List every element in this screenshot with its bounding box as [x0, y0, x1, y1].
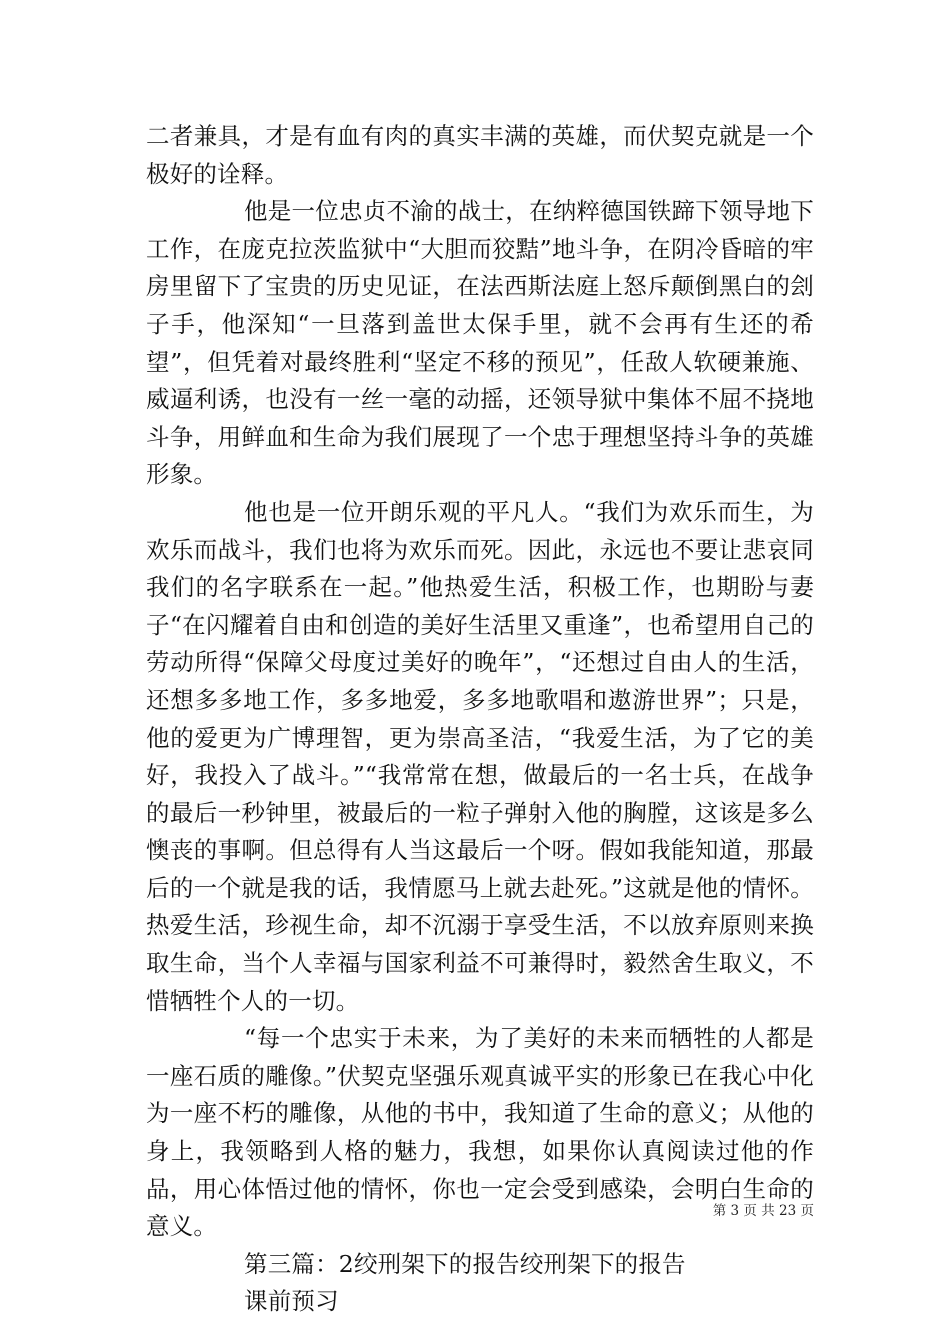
section-heading: 第三篇：2绞刑架下的报告绞刑架下的报告 — [244, 1249, 686, 1278]
paragraph-statue: “每一个忠实于未来，为了美好的未来而牺牲的人都是一座石质的雕像。”伏契克坚强乐观真诚平实的形象已在我心中化为一座不朽的雕像，从他的书中，我知道了生命的意义；从他的身上，我领略到人格的魅力，我想，如果你认真阅读过他的作品，用心体悟过他的情怀，你也一定会受到感染，会明白生命的意义。 — [146, 1024, 814, 1241]
paragraph-continuation: 二者兼具，才是有血有肉的真实丰满的英雄，而伏契克就是一个极好的诠释。 — [146, 122, 814, 188]
subheading: 课前预习 — [244, 1287, 339, 1316]
paragraph-fighter: 他是一位忠贞不渝的战士，在纳粹德国铁蹄下领导地下工作，在庞克拉茨监狱中“大胆而狡黠”地斗争，在阴冷昏暗的牢房里留下了宝贵的历史见证，在法西斯法庭上怒斥颠倒黑白的刽子手，他深知“一旦落到盖世太保手里，就不会再有生还的希望”，但凭着对最终胜利“坚定不移的预见”，任敌人软硬兼施、威逼利诱，也没有一丝一毫的动摇，还领导狱中集体不屈不挠地斗争，用鲜血和生命为我们展现了一个忠于理想坚持斗争的英雄形象。 — [146, 197, 814, 489]
page-number: 第 3 页 共 23 页 — [712, 1203, 814, 1219]
paragraph-ordinary-person: 他也是一位开朗乐观的平凡人。“我们为欢乐而生，为欢乐而战斗，我们也将为欢乐而死。因此，永远也不要让悲哀同我们的名字联系在一起。”他热爱生活，积极工作，也期盼与妻子“在闪耀着自由和创造的美好生活里又重逢”，也希望用自己的劳动所得“保障父母度过美好的晚年”，“还想过自由人的生活，还想多多地工作，多多地爱，多多地歌唱和遨游世界”；只是，他的爱更为广博理智，更为崇高圣洁，“我爱生活，为了它的美好，我投入了战斗。”“我常常在想，做最后的一名士兵，在战争的最后一秒钟里，被最后的一粒子弹射入他的胸膛，这该是多么懊丧的事啊。但总得有人当这最后一个呀。假如我能知道，那最后的一个就是我的话，我情愿马上就去赴死。”这就是他的情怀。热爱生活，珍视生命，却不沉溺于享受生活，不以放弃原则来换取生命，当个人幸福与国家利益不可兼得时，毅然舍生取义，不惜牺牲个人的一切。 — [146, 497, 814, 1015]
document-body — [146, 118, 814, 1321]
